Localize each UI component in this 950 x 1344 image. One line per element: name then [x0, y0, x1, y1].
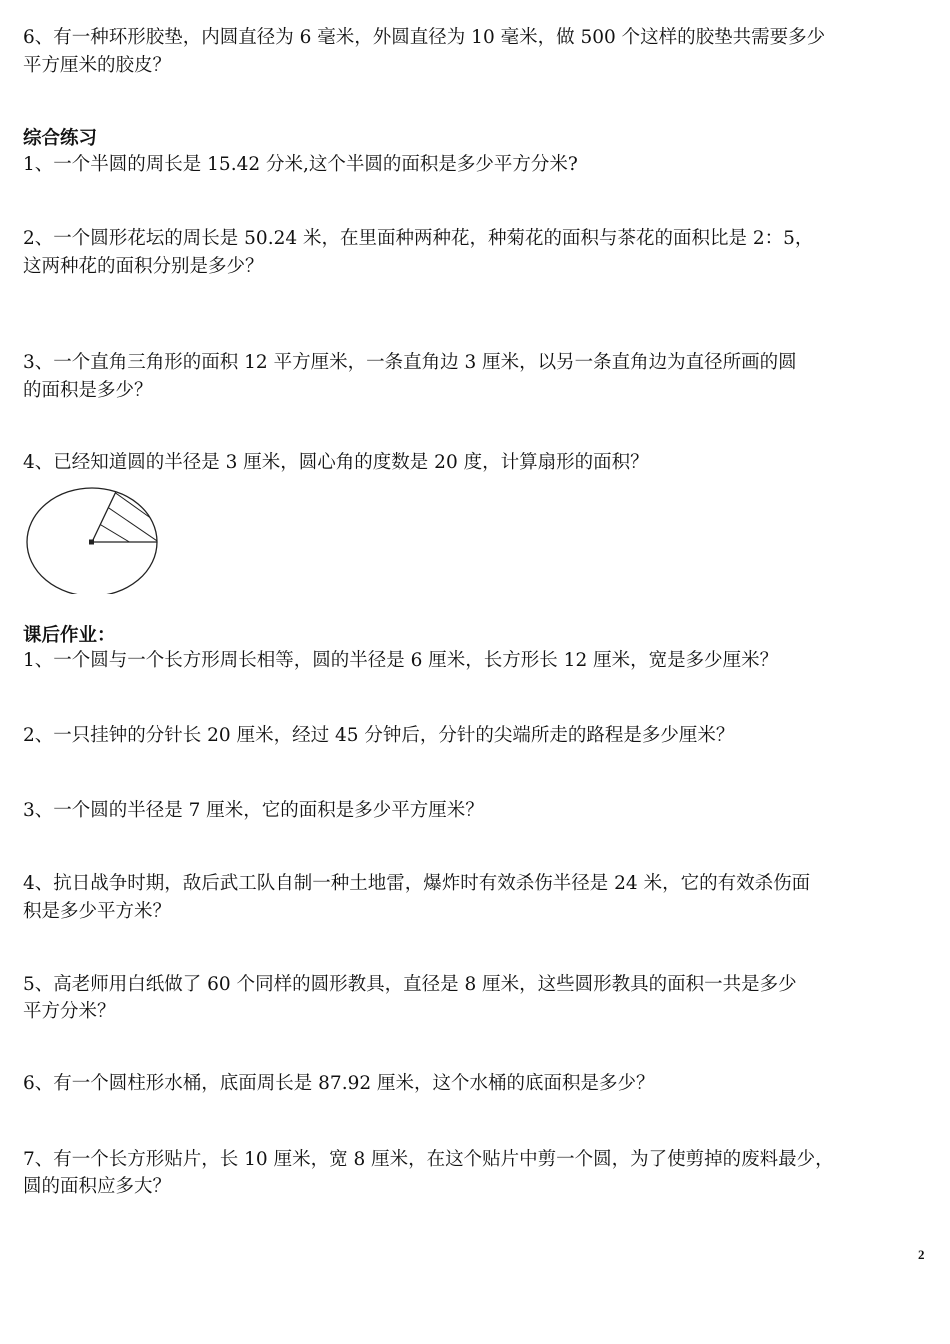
homework-q4-line1: 4、抗日战争时期，敌后武工队自制一种土地雷，爆炸时有效杀伤半径是 24 米，它的有效杀伤面: [23, 873, 811, 894]
homework-q5-line1: 5、高老师用白纸做了 60 个同样的圆形教具，直径是 8 厘米，这些圆形教具的面积一共是多少: [23, 974, 797, 995]
homework-q1: 1、一个圆与一个长方形周长相等，圆的半径是 6 厘米，长方形长 12 厘米，宽是多少厘米？: [23, 650, 779, 671]
sector-radius-slanted: [92, 492, 116, 543]
homework-q6: 6、有一个圆柱形水桶，底面周长是 87.92 厘米，这个水桶的底面积是多少？: [23, 1073, 655, 1094]
homework-q7-line2: 圆的面积应多大？: [23, 1176, 172, 1197]
homework-q2: 2、一只挂钟的分针长 20 厘米，经过 45 分钟后，分针的尖端所走的路程是多少厘米？: [23, 725, 735, 746]
prev-q6-line2: 平方厘米的胶皮？: [23, 55, 172, 76]
comprehensive-q4: 4、已经知道圆的半径是 3 厘米，圆心角的度数是 20 度，计算扇形的面积？: [23, 452, 649, 473]
comprehensive-q2-line1: 2、一个圆形花坛的周长是 50.24 米，在里面种两种花，种菊花的面积与茶花的面积比是 2：5，: [23, 228, 814, 249]
comprehensive-q1: 1、一个半圆的周长是 15.42 分米,这个半圆的面积是多少平方分米?: [23, 154, 578, 175]
prev-q6-line1: 6、有一种环形胶垫，内圆直径为 6 毫米，外圆直径为 10 毫米，做 500 个这样的胶垫共需要多少: [23, 27, 826, 48]
sector-circle-figure: [26, 484, 162, 594]
comprehensive-q3-line1: 3、一个直角三角形的面积 12 平方厘米，一条直角边 3 厘米，以另一条直角边为直径所画的圆: [23, 352, 797, 373]
section-heading-homework: 课后作业：: [23, 625, 116, 646]
homework-q7-line1: 7、有一个长方形贴片，长 10 厘米，宽 8 厘米，在这个贴片中剪一个圆，为了使剪掉的废料最少，: [23, 1149, 834, 1170]
homework-q3: 3、一个圆的半径是 7 厘米，它的面积是多少平方厘米？: [23, 800, 484, 821]
comprehensive-q2-line2: 这两种花的面积分别是多少？: [23, 256, 264, 277]
homework-q4-line2: 积是多少平方米？: [23, 901, 172, 922]
homework-q5-line2: 平方分米？: [23, 1001, 116, 1022]
center-point: [89, 540, 94, 545]
comprehensive-q3-line2: 的面积是多少？: [23, 380, 153, 401]
section-heading-comprehensive: 综合练习: [23, 128, 98, 149]
sector-hatching: [56, 484, 162, 579]
page-number: 2: [918, 1247, 925, 1262]
